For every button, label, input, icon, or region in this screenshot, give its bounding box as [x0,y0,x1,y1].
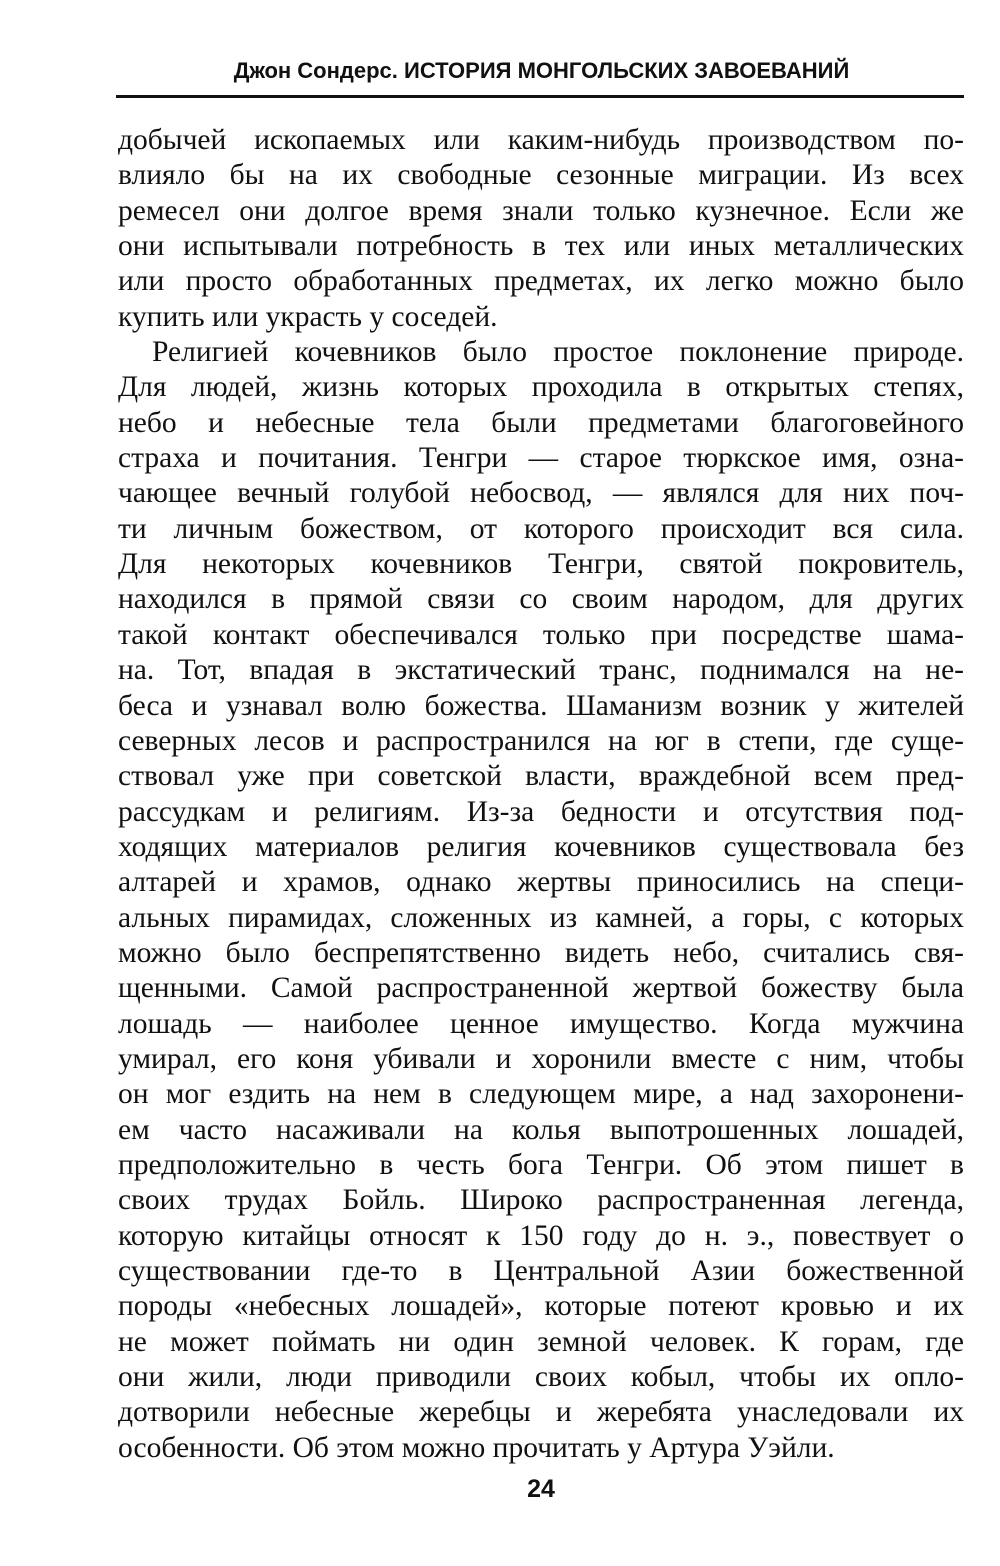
text-line: купить или украсть у соседей. [118,300,498,333]
text-line: находился в прямой связи со своим народом, для других [118,583,964,616]
text-line: добычей ископаемых или каким-нибудь производством по- [118,124,964,156]
text-line: они жили, люди приводили своих кобыл, чтобы их опло- [118,1361,964,1394]
text-line: щенными. Самой распространенной жертвой божеству была [118,972,964,1005]
text-line: Для людей, жизнь которых проходила в открытых степях, [118,371,964,404]
text-line: своих трудах Бойль. Широко распространенная легенда, [118,1184,964,1217]
text-line: страха и почитания. Тенгри — старое тюркское имя, озна- [118,442,964,475]
text-line: он мог ездить на нем в следующем мире, а над захоронени- [118,1078,964,1111]
text-line: предположительно в честь бога Тенгри. Об этом пишет в [118,1148,964,1181]
text-line: небо и небесные тела были предметами благоговейного [118,406,964,439]
text-line: влияло бы на их свободные сезонные миграции. Из всех [118,159,964,192]
text-line: ремесел они долгое время знали только кузнечное. Если же [118,194,964,227]
text-line: можно было беспрепятственно видеть небо, считались свя- [118,936,964,969]
text-line: чающее вечный голубой небосвод, — являлся для них поч- [118,477,964,510]
text-line: рассудкам и религиям. Из-за бедности и отсутствия под- [118,795,964,828]
text-line: алтарей и храмов, однако жертвы приносились на специ- [118,866,964,899]
text-line: ем часто насаживали на колья выпотрошенных лошадей, [118,1113,964,1146]
paragraph-2 [118,335,964,1466]
text-line: беса и узнавал волю божества. Шаманизм возник у жителей [118,689,964,722]
paragraph-1 [118,123,964,335]
text-line: не может поймать ни один земной человек. К горам, где [118,1325,964,1358]
running-head: Джон Сондерс. ИСТОРИЯ МОНГОЛЬСКИХ ЗАВОЕВАНИЙ [233,58,850,83]
text-line: дотворили небесные жеребцы и жеребята унаследовали их [118,1396,964,1429]
text-line: лошадь — наиболее ценное имущество. Когда мужчина [118,1007,964,1040]
text-line: умирал, его коня убивали и хоронили вместе с ним, чтобы [118,1042,964,1075]
text-line: ходящих материалов религия кочевников существовала без [118,830,964,863]
body-text [118,123,964,1466]
header-rule [116,95,964,98]
page-number: 24 [527,1475,555,1503]
text-line: северных лесов и распространился на юг в степи, где суще- [118,724,964,757]
text-line: они испытывали потребность в тех или иных металлических [118,230,964,263]
text-line: на. Тот, впадая в экстатический транс, поднимался на не- [118,654,964,687]
text-line: ствовал уже при советской власти, враждебной всем пред- [118,760,964,793]
text-line: особенности. Об этом можно прочитать у Артура Уэйли. [118,1431,835,1464]
text-line: Религией кочевников было простое поклонение природе. [152,336,964,369]
text-line: или просто обработанных предметах, их легко можно было [118,265,964,298]
text-line: альных пирамидах, сложенных из камней, а горы, с которых [118,901,964,934]
text-line: которую китайцы относят к 150 году до н. э., повествует о [118,1219,964,1252]
text-line: Для некоторых кочевников Тенгри, святой покровитель, [118,548,964,581]
text-line: ти личным божеством, от которого происходит вся сила. [118,512,964,545]
text-line: такой контакт обеспечивался только при посредстве шама- [118,618,964,651]
text-line: породы «небесных лошадей», которые потеют кровью и их [118,1290,964,1323]
text-line: существовании где-то в Центральной Азии божественной [118,1255,964,1287]
